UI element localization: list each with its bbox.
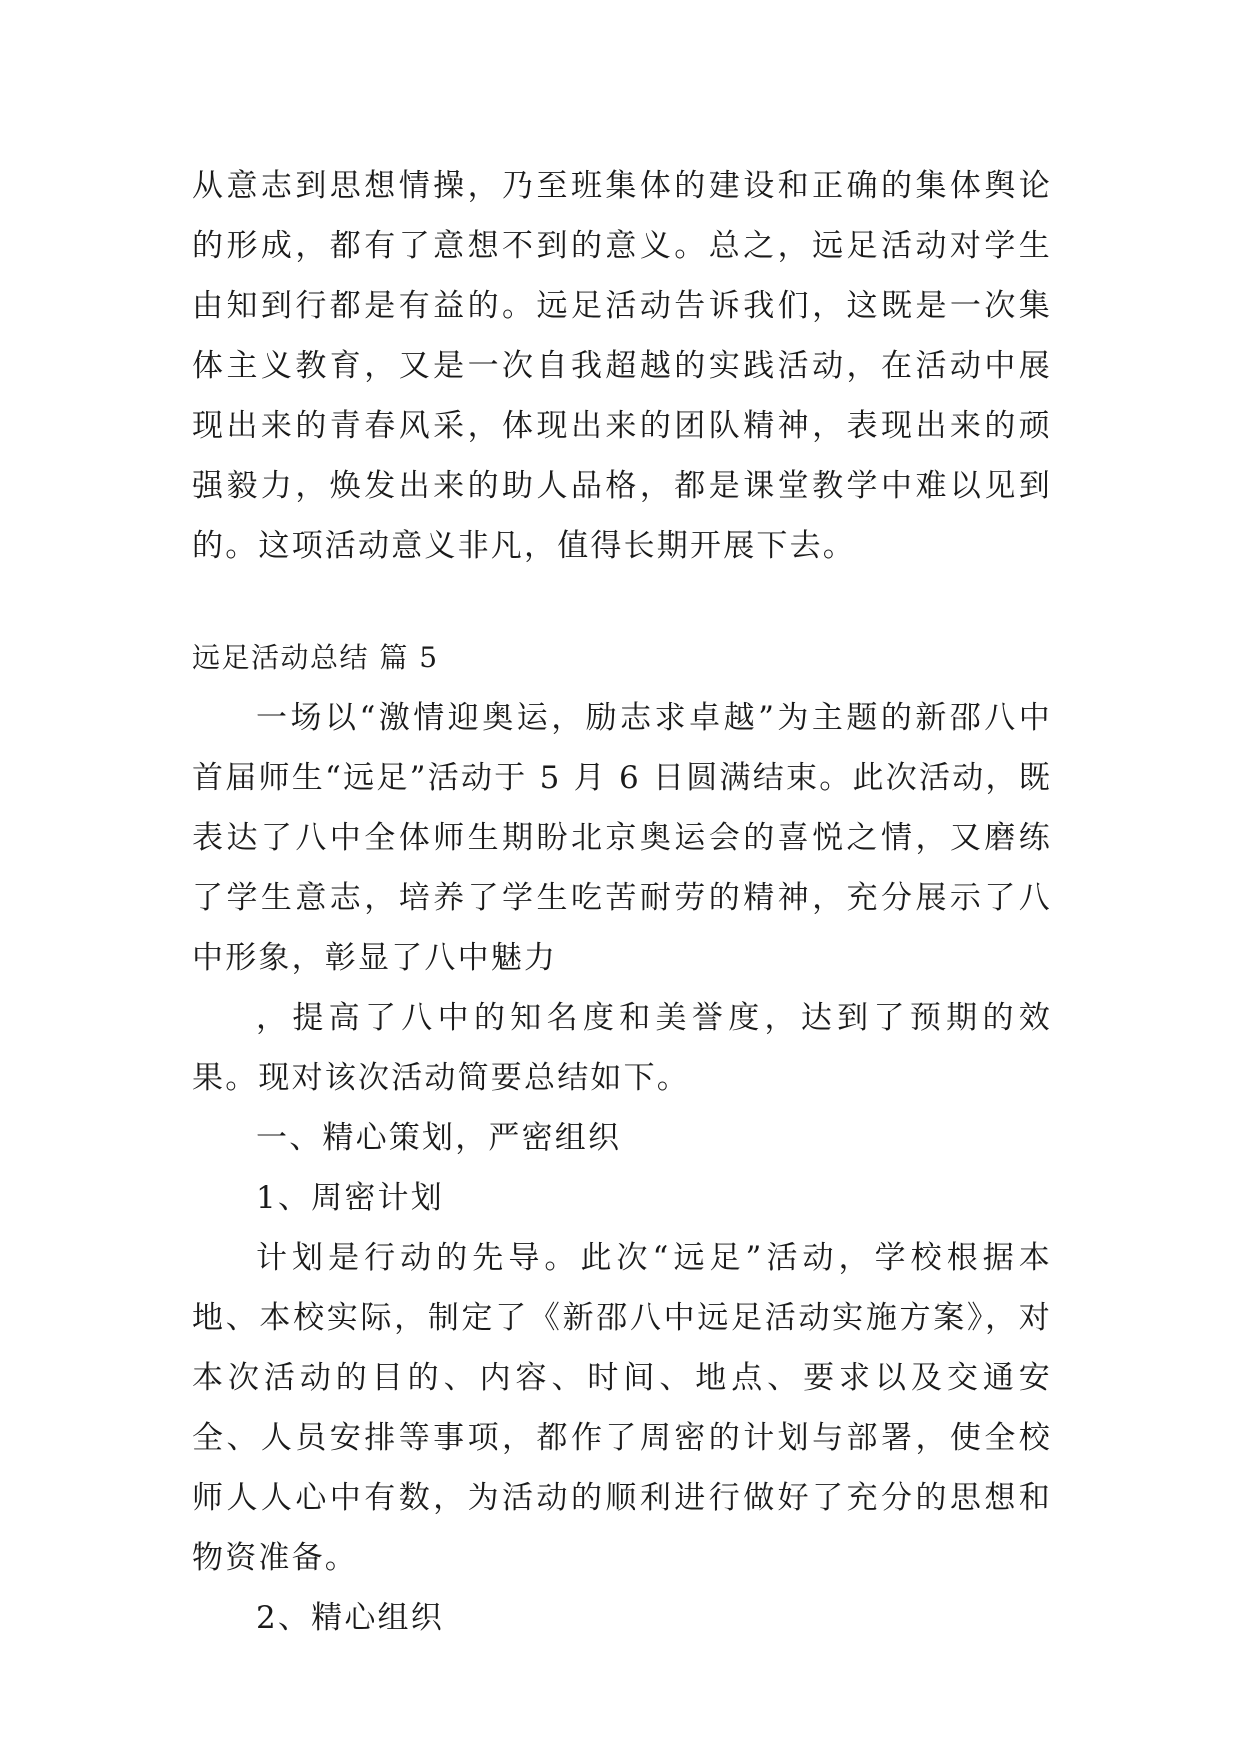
body-paragraph-1: 一场以“激情迎奥运，励志求卓越”为主题的新邵八中首届师生“远足”活动于 5 月 6 日圆满结束。此次活动，既表达了八中全体师生期盼北京奥运会的喜悦之情，又磨练了学生意志，培养了学生吃苦耐劳的精神，充分展示了八中形象，彰显了八中魅力 [192,700,1052,976]
body-paragraph-3: 计划是行动的先导。此次“远足”活动，学校根据本地、本校实际，制定了《新邵八中远足活动实施方案》，对本次活动的目的、内容、时间、地点、要求以及交通安全、人员安排等事项，都作了周密的计划与部署，使全校师人人心中有数，为活动的顺利进行做好了充分的思想和物资准备。 [192,1240,1052,1576]
heading-section-1: 一、精心策划，严密组织 [256,1120,622,1156]
section-title: 远足活动总结 篇 5 [192,641,439,674]
heading-subsection-1: 1、周密计划 [256,1180,444,1216]
intro-paragraph: 从意志到思想情操，乃至班集体的建设和正确的集体舆论的形成，都有了意想不到的意义。总之，远足活动对学生由知到行都是有益的。远足活动告诉我们，这既是一次集体主义教育，又是一次自我超越的实践活动，在活动中展现出来的青春风采，体现出来的团队精神，表现出来的顽强毅力，焕发出来的助人品格，都是课堂教学中难以见到的。这项活动意义非凡，值得长期开展下去。 [192,168,1052,564]
heading-subsection-2: 2、精心组织 [256,1600,444,1636]
body-paragraph-2: ，提高了八中的知名度和美誉度，达到了预期的效果。现对该次活动简要总结如下。 [192,1000,1052,1096]
document-page [192,156,1052,1648]
